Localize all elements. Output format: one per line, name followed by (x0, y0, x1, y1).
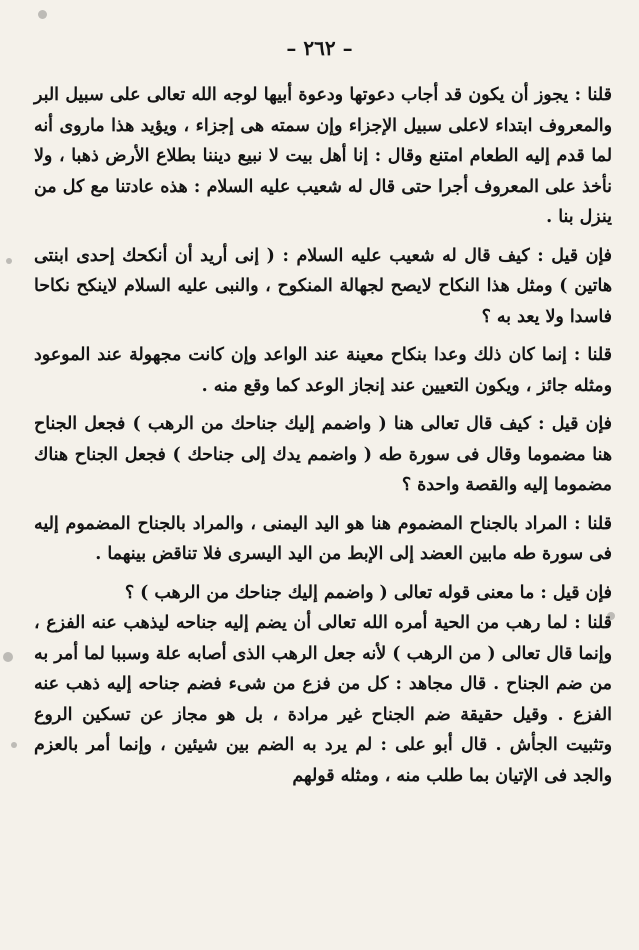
body-text (34, 80, 612, 791)
paragraph: فإن قيل : كيف قال له شعيب عليه السلام : ( إنى أريد أن أنكحك إحدى ابنتى هاتين ) ومثل هذا النكاح لايصح لجهالة المنكوح ، والنبى عليه السلام لاينكح نكاحا فاسدا ولا يعد به ؟ (34, 245, 612, 327)
paragraph: قلنا : إنما كان ذلك وعدا بنكاح معينة عند الواعد وإن كانت مجهولة عند الموعود ومثله جائز ، ويكون التعيين عند إنجاز الوعد كما وقع منه . (34, 345, 612, 396)
scan-speck (38, 10, 47, 19)
scan-speck (6, 258, 12, 264)
paragraph: قلنا : لما رهب من الحية أمره الله تعالى أن يضم إليه جناحه ليذهب عنه الفزع ، وإنما قال تعالى ( من الرهب ) لأنه جعل الرهب الذى أصابه علة وسببا لما أمر به من ضم الجناح . قال مجاهد : كل من فزع من شىء فضم جناحه إليه ذهب عنه الفزع . وقيل حقيقة ضم الجناح غير مرادة ، بل هو مجاز عن تسكين الروع وتثبيت الجأش . قال أبو على : لم يرد به الضم بين شيئين ، وإنما أمر بالعزم والجد فى الإتيان بما طلب منه ، ومثله قولهم (34, 613, 612, 786)
scan-speck (11, 742, 17, 748)
paragraph: قلنا : يجوز أن يكون قد أجاب دعوتها ودعوة أبيها لوجه الله تعالى على سبيل البر والمعروف ابتداء لاعلى سبيل الإجزاء وإن سمته هى إجزاء ، ويؤيد هذا ماروى أنه لما قدم إليه الطعام امتنع وقال : إنا أهل بيت لا نبيع ديننا بطلاع الأرض ذهبا ، ولا نأخذ على المعروف أجرا حتى قال له شعيب عليه السلام : هذه عادتنا مع كل من ينزل بنا . (34, 85, 612, 227)
paragraph: قلنا : المراد بالجناح المضموم هنا هو اليد اليمنى ، والمراد بالجناح المضموم إليه فى سورة طه مابين العضد إلى الإبط من اليد اليسرى فلا تناقض بينهما . (34, 513, 613, 564)
paragraph: فإن قيل : ما معنى قوله تعالى ( واضمم إليك جناحك من الرهب ) ؟ (124, 582, 612, 603)
page-number: – ٢٦٢ – (286, 36, 353, 60)
paragraph: فإن قيل : كيف قال تعالى هنا ( واضمم إليك جناحك من الرهب ) فجعل الجناح هنا مضموما وقال فى سورة طه ( واضمم يدك إلى جناحك ) فجعل الجناح هناك مضموما إليه والقصة واحدة ؟ (34, 414, 612, 495)
scan-speck (3, 652, 13, 662)
